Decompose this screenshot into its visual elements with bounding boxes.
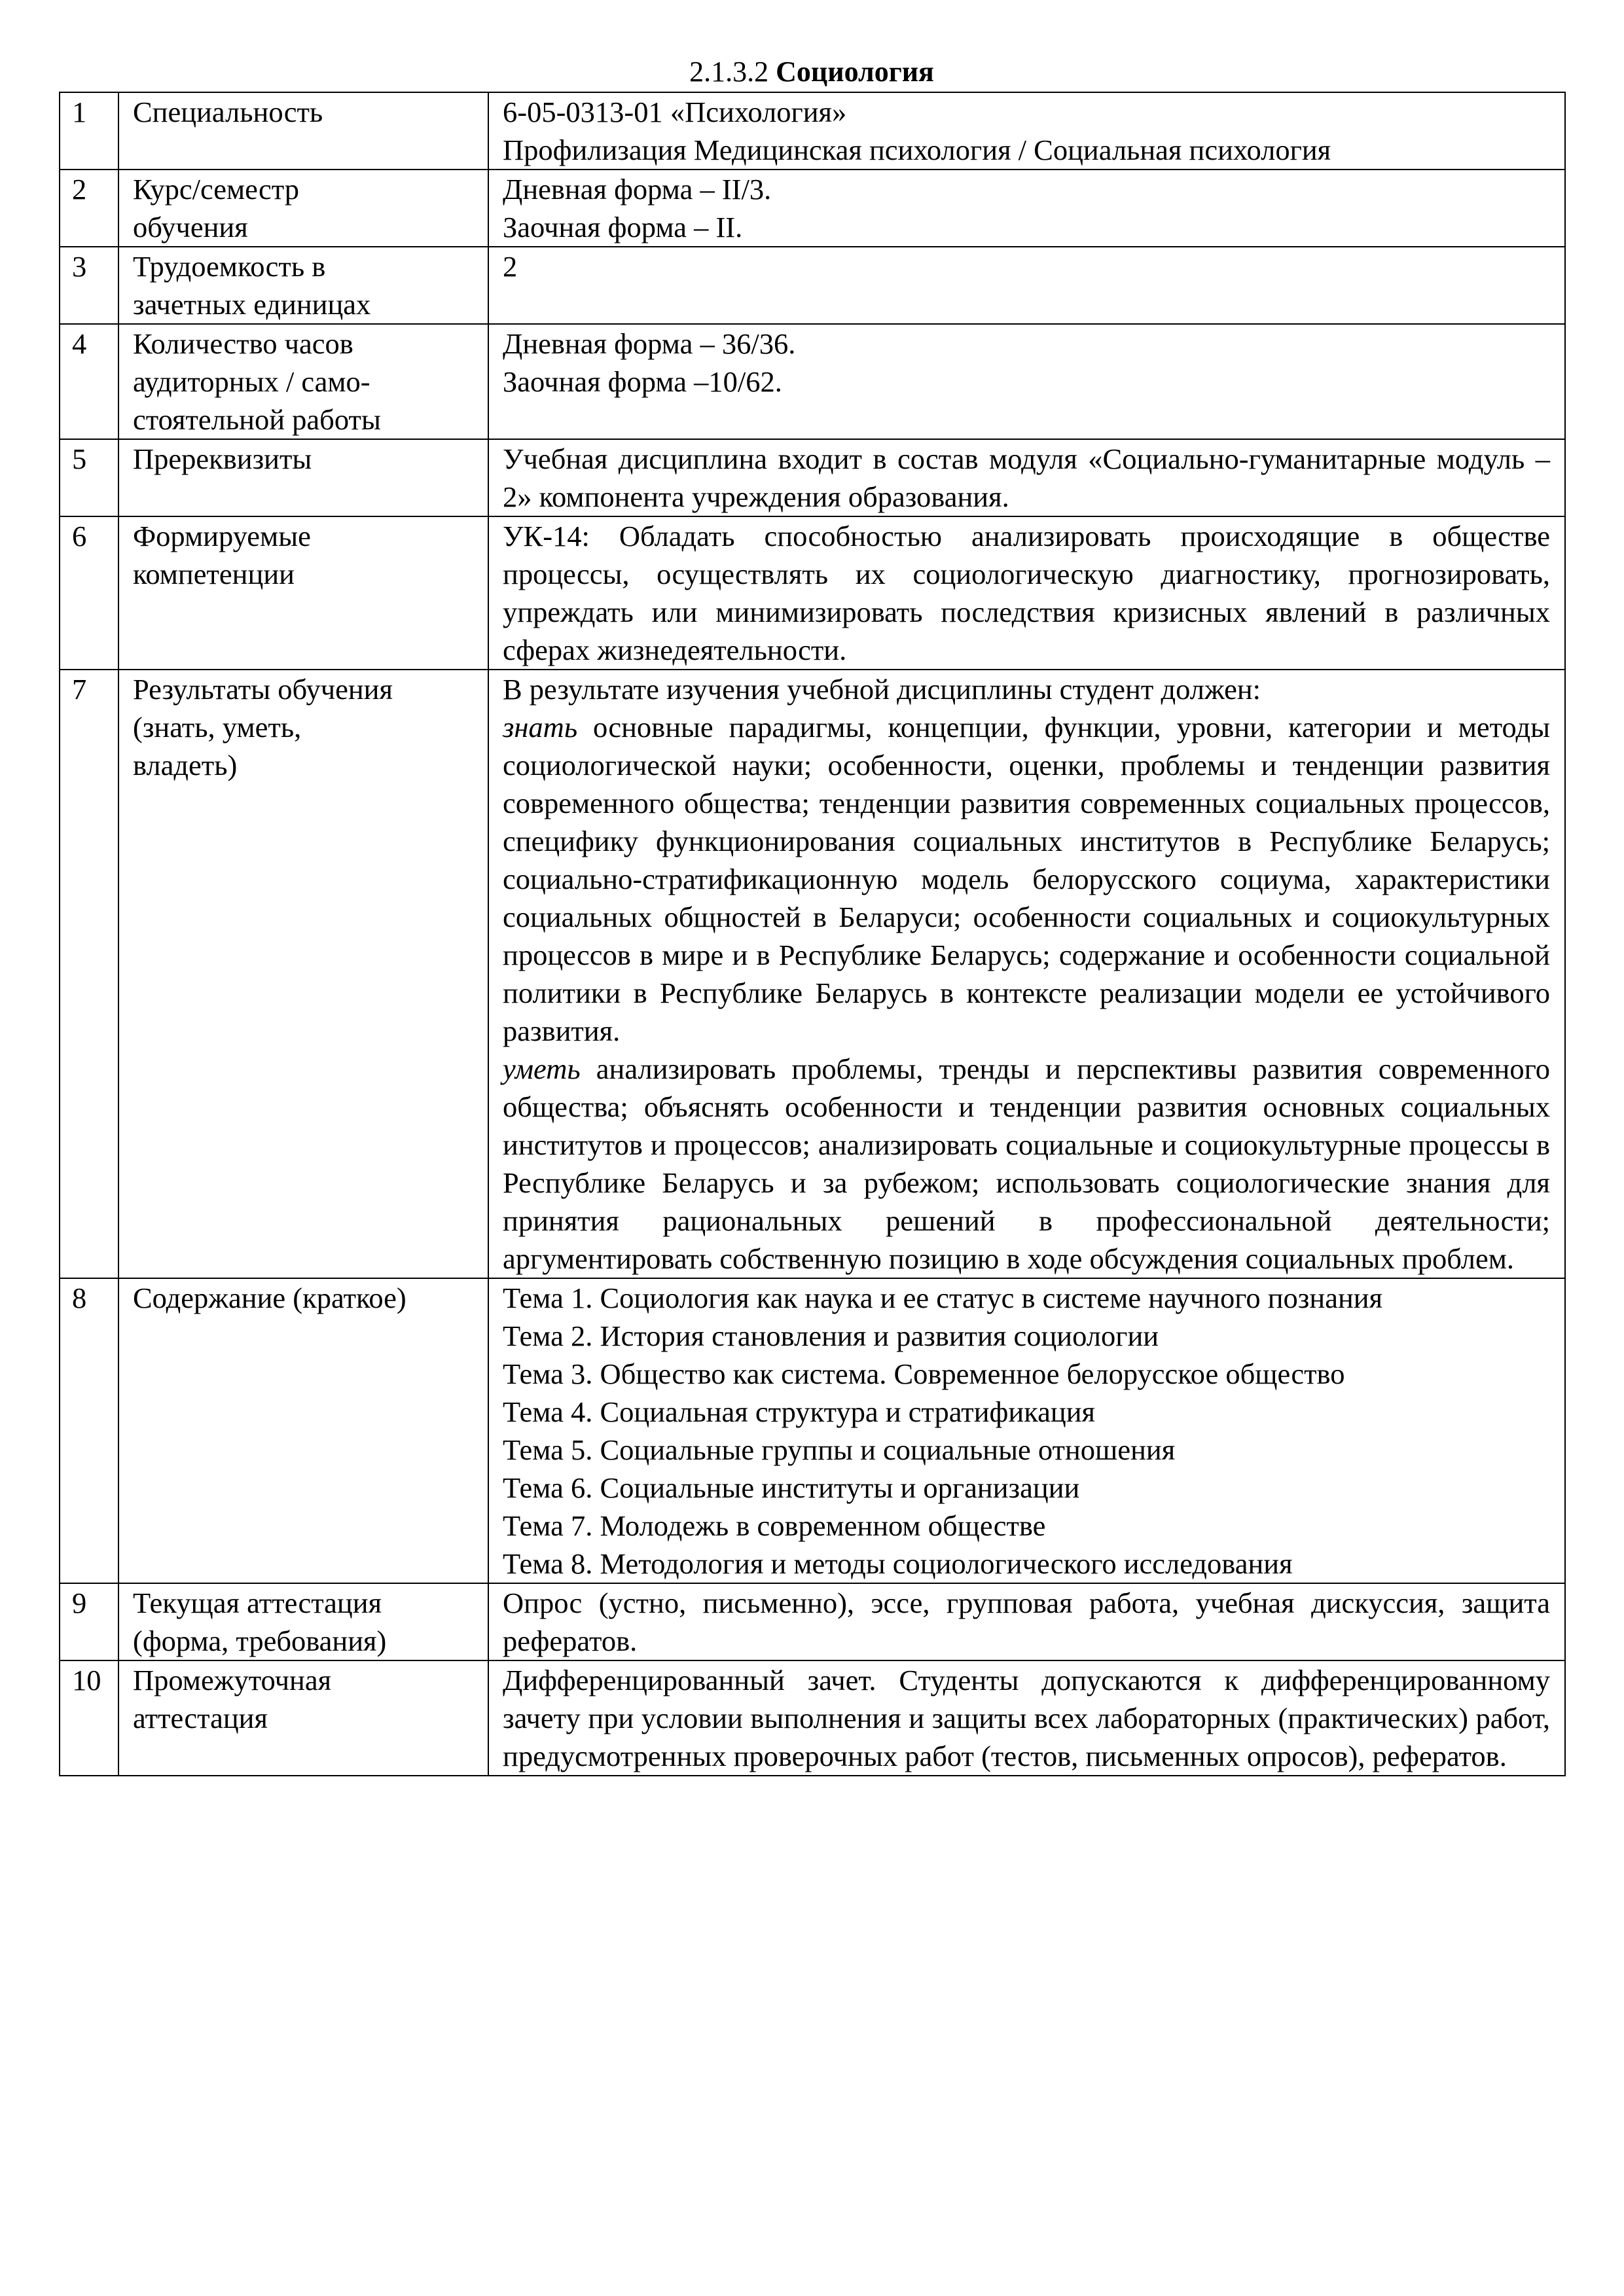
table-row [60,1583,1565,1660]
row-label: Специальность [118,92,488,170]
discipline-table [59,92,1566,1776]
topic-item: Тема 5. Социальные группы и социальные отношения [503,1433,1176,1466]
row-number: 2 [60,170,118,247]
topic-item: Тема 8. Методология и методы социологического исследования [503,1547,1293,1580]
row-value: Дифференцированный зачет. Студенты допускаются к дифференцированному зачету при условии выполнения и защиты всех лабораторных (практических) работ, предусмотренных проверочных работ (тестов, письменных опросов), рефератов. [488,1660,1565,1776]
row-value: Опрос (устно, письменно), эссе, групповая работа, учебная дискуссия, защита рефератов. [488,1583,1565,1660]
row-value: Дневная форма – II/3. Заочная форма – II. [488,170,1565,247]
row-number: 5 [60,439,118,516]
know-term: знать [503,711,578,744]
row-label: Трудоемкость в зачетных единицах [118,247,488,324]
row-value [488,670,1565,1278]
table-row [60,1278,1565,1583]
row-value: УК-14: Обладать способностью анализировать происходящие в обществе процессы, осуществлять их социологическую диагностику, прогнозировать, упреждать или минимизировать последствия кризисных явлений в различных сферах жизнедеятельности. [488,516,1565,670]
learning-intro: В результате изучения учебной дисциплины студент должен: [503,673,1261,706]
row-label: Результаты обучения (знать, уметь, владеть) [118,670,488,1278]
discipline-name: Социология [776,56,934,88]
row-value [488,1278,1565,1583]
row-value: 2 [488,247,1565,324]
topic-item: Тема 3. Общество как система. Современное белорусское общество [503,1357,1345,1390]
know-paragraph: знать основные парадигмы, концепции, функции, уровни, категории и методы социологической науки; особенности, оценки, проблемы и тенденции развития современного общества; тенденции развития современных социальных процессов, специфику функционирования социальных институтов в Республике Беларусь; социально-стратификационную модель белорусского социума, характеристики социальных общностей в Беларуси; особенности социальных и социокультурных процессов в мире и в Республике Беларусь; содержание и особенности социальной политики в Республике Беларусь в контексте реализации модели ее устойчивого развития. [503,711,1550,1047]
row-number: 6 [60,516,118,670]
row-number: 7 [60,670,118,1278]
row-number: 4 [60,324,118,439]
row-label: Формируемые компетенции [118,516,488,670]
topic-item: Тема 2. История становления и развития социологии [503,1319,1159,1352]
table-row [60,170,1565,247]
table-row [60,516,1565,670]
row-label: Промежуточная аттестация [118,1660,488,1776]
row-label: Пререквизиты [118,439,488,516]
row-label: Текущая аттестация (форма, требования) [118,1583,488,1660]
row-label: Курс/семестр обучения [118,170,488,247]
row-value: Учебная дисциплина входит в состав модуля «Социально-гуманитарные модуль – 2» компонента учреждения образования. [488,439,1565,516]
can-term: уметь [503,1052,581,1085]
table-row [60,92,1565,170]
row-number: 1 [60,92,118,170]
topic-item: Тема 4. Социальная структура и стратификация [503,1395,1095,1428]
table-row [60,439,1565,516]
row-label: Содержание (краткое) [118,1278,488,1583]
table-row [60,1660,1565,1776]
topic-item: Тема 7. Молодежь в современном обществе [503,1509,1046,1542]
row-number: 10 [60,1660,118,1776]
row-number: 8 [60,1278,118,1583]
page-title [59,54,1564,90]
row-value: Дневная форма – 36/36. Заочная форма –10/62. [488,324,1565,439]
row-value: 6-05-0313-01 «Психология» Профилизация Медицинская психология / Социальная психология [488,92,1565,170]
section-number: 2.1.3.2 [689,56,769,88]
table-row [60,247,1565,324]
row-label: Количество часов аудиторных / само- стоятельной работы [118,324,488,439]
topic-item: Тема 6. Социальные институты и организации [503,1471,1080,1504]
can-paragraph: уметь анализировать проблемы, тренды и перспективы развития современного общества; объяснять особенности и тенденции развития основных социальных институтов и процессов; анализировать социальные и социокультурные процессы в Республике Беларусь и за рубежом; использовать социологические знания для принятия рациональных решений в профессиональной деятельности; аргументировать собственную позицию в ходе обсуждения социальных проблем. [503,1052,1550,1275]
table-row [60,324,1565,439]
table-row [60,670,1565,1278]
topic-item: Тема 1. Социология как наука и ее статус в системе научного познания [503,1282,1383,1314]
row-number: 9 [60,1583,118,1660]
row-number: 3 [60,247,118,324]
